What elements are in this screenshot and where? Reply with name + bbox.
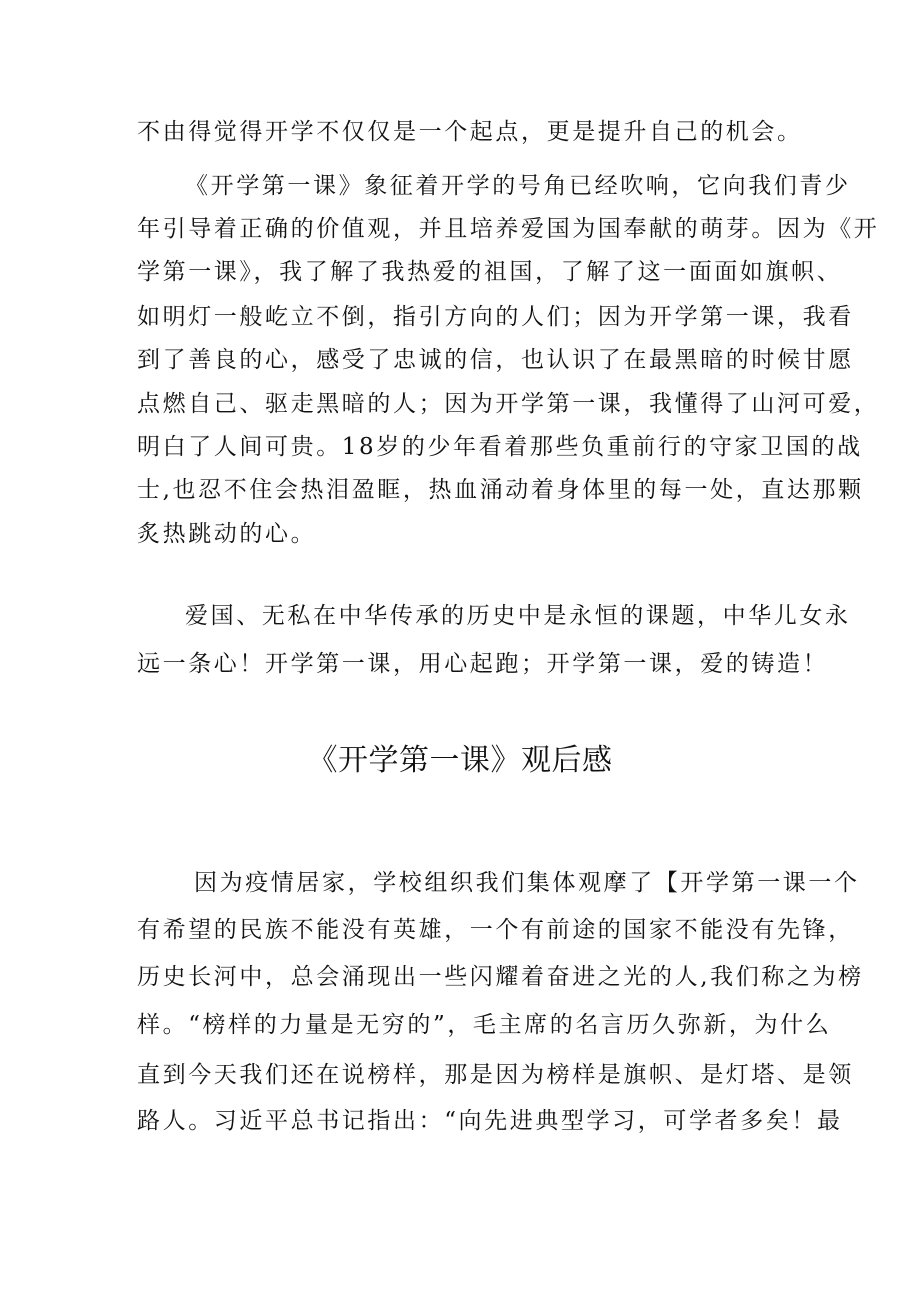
text-line: 明白了人间可贵。18岁的少年看着那些负重前行的守家卫国的战: [137, 434, 863, 460]
text-line: 到了善良的心，感受了忠诚的信，也认识了在最黑暗的时候甘愿: [137, 347, 854, 373]
text-line: 远一条心！开学第一课，用心起跑；开学第一课，爱的铸造！: [137, 651, 829, 677]
text-line: 年引导着正确的价值观，并且培养爱国为国奉献的萌芽。因为《开: [137, 216, 880, 242]
text-line: 炙热跳动的心。: [137, 521, 317, 547]
text-line: 因为疫情居家，学校组织我们集体观摩了【开学第一课一个: [194, 870, 860, 896]
text-line: 士,也忍不住会热泪盈眶，热血涌动着身体里的每一处，直达那颗: [137, 477, 864, 503]
text-line: 点燃自己、驱走黑暗的人；因为开学第一课，我懂得了山河可爱，: [137, 391, 880, 417]
text-line: 直到今天我们还在说榜样，那是因为榜样是旗帜、是灯塔、是领: [137, 1062, 854, 1088]
text-line: 爱国、无私在中华传承的历史中是永恒的课题，中华儿女永: [185, 603, 851, 629]
article-title: 《开学第一课》观后感: [307, 743, 613, 778]
text-line: 样。“榜样的力量是无穷的”，毛主席的名言历久弥新，为什么: [137, 1012, 832, 1038]
text-line: 历史长河中，总会涌现出一些闪耀着奋进之光的人,我们称之为榜: [137, 964, 864, 990]
text-line: 有希望的民族不能没有英雄，一个有前途的国家不能没有先锋，: [137, 917, 854, 943]
text-line: 如明灯一般屹立不倒，指引方向的人们；因为开学第一课，我看: [137, 304, 854, 330]
text-line: 不由得觉得开学不仅仅是一个起点，更是提升自己的机会。: [137, 119, 803, 145]
text-line: 《开学第一课》象征着开学的号角已经吹响，它向我们青少: [185, 173, 851, 199]
text-line: 路人。习近平总书记指出：“向先进典型学习，可学者多矣！最: [137, 1108, 843, 1134]
text-line: 学第一课》，我了解了我热爱的祖国，了解了这一面面如旗帜、: [137, 259, 843, 285]
